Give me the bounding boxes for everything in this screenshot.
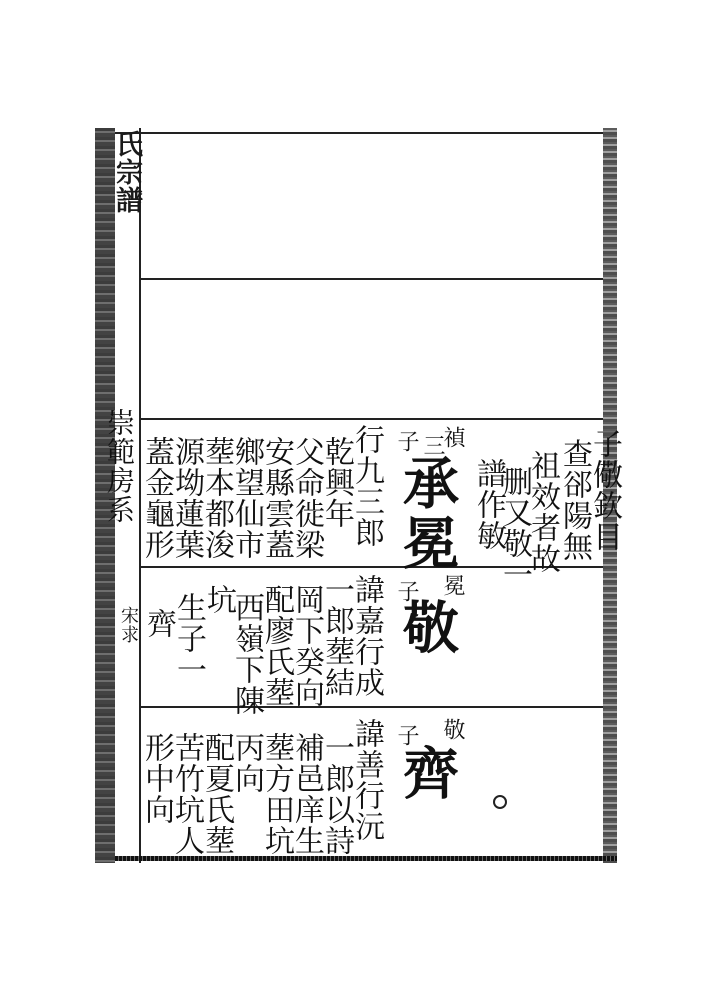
entry-column: 丙向 — [229, 732, 264, 794]
entry-column: 源坳蓮葉 — [169, 436, 204, 560]
entry-column: 蓋金龜形 — [139, 436, 174, 560]
parent-name: 敬 — [440, 718, 465, 741]
note-column: 子儆欽目 — [587, 428, 622, 552]
entry-column: 諱嘉行成 — [349, 574, 384, 698]
entry-column: 生子一 — [171, 592, 206, 685]
entry-column: 鄉望仙市 — [229, 436, 264, 560]
note-column: 查郤陽無 — [557, 438, 592, 562]
son-label: 子 — [394, 430, 419, 453]
row-divider — [139, 278, 603, 280]
genealogy-page — [95, 128, 622, 863]
rank-label: 三 — [420, 434, 445, 457]
top-rule — [115, 132, 603, 134]
entry-column: 坑 — [201, 584, 236, 615]
entry-column: 塟本都浚 — [199, 436, 234, 560]
ink-circle-mark — [493, 795, 507, 809]
entry-column: 配廖氏塟 — [259, 584, 294, 708]
entry-column: 安縣雲蓋 — [259, 436, 294, 560]
person-name: 敬 — [394, 598, 460, 658]
son-label: 子 — [394, 580, 419, 603]
entry-column: 父命徙梁 — [289, 436, 324, 560]
entry-column: 行九三郎 — [349, 424, 384, 548]
entry-column: 乾興年 — [319, 436, 354, 529]
book-title: 氏宗譜 — [111, 130, 142, 214]
parent-name: 冕 — [440, 574, 465, 597]
son-label: 子 — [394, 724, 419, 747]
footer-mark: 宋求 — [118, 606, 139, 644]
entry-column: 西嶺下陳 — [229, 592, 264, 716]
person-name: 齊 — [394, 744, 460, 804]
entry-column: 塟方田坑 — [259, 732, 294, 856]
entry-column: 諱善行沅 — [349, 718, 384, 842]
entry-column: 岡下癸向 — [289, 584, 324, 708]
entry-column: 一郎塟結 — [319, 574, 354, 698]
note-column: 删又敬一 — [497, 466, 532, 590]
person-name: 承冕 — [394, 454, 460, 574]
entry-column: 苦竹坑人 — [169, 732, 204, 856]
note-column: 祖效者故 — [525, 450, 560, 574]
branch-label: 崇範房系 — [103, 408, 136, 524]
row-divider — [139, 418, 603, 420]
entry-column: 配夏氏塟 — [199, 732, 234, 856]
parent-name: 禎 — [440, 426, 465, 449]
entry-column: 齊 — [141, 608, 176, 639]
note-column: 譜作敏 — [471, 458, 506, 551]
entry-column: 補邑庠生 — [289, 732, 324, 856]
entry-column: 形中向 — [139, 732, 174, 825]
row-divider — [139, 706, 603, 708]
bottom-rule — [115, 856, 617, 861]
entry-column: 一郎以詩 — [319, 732, 354, 856]
